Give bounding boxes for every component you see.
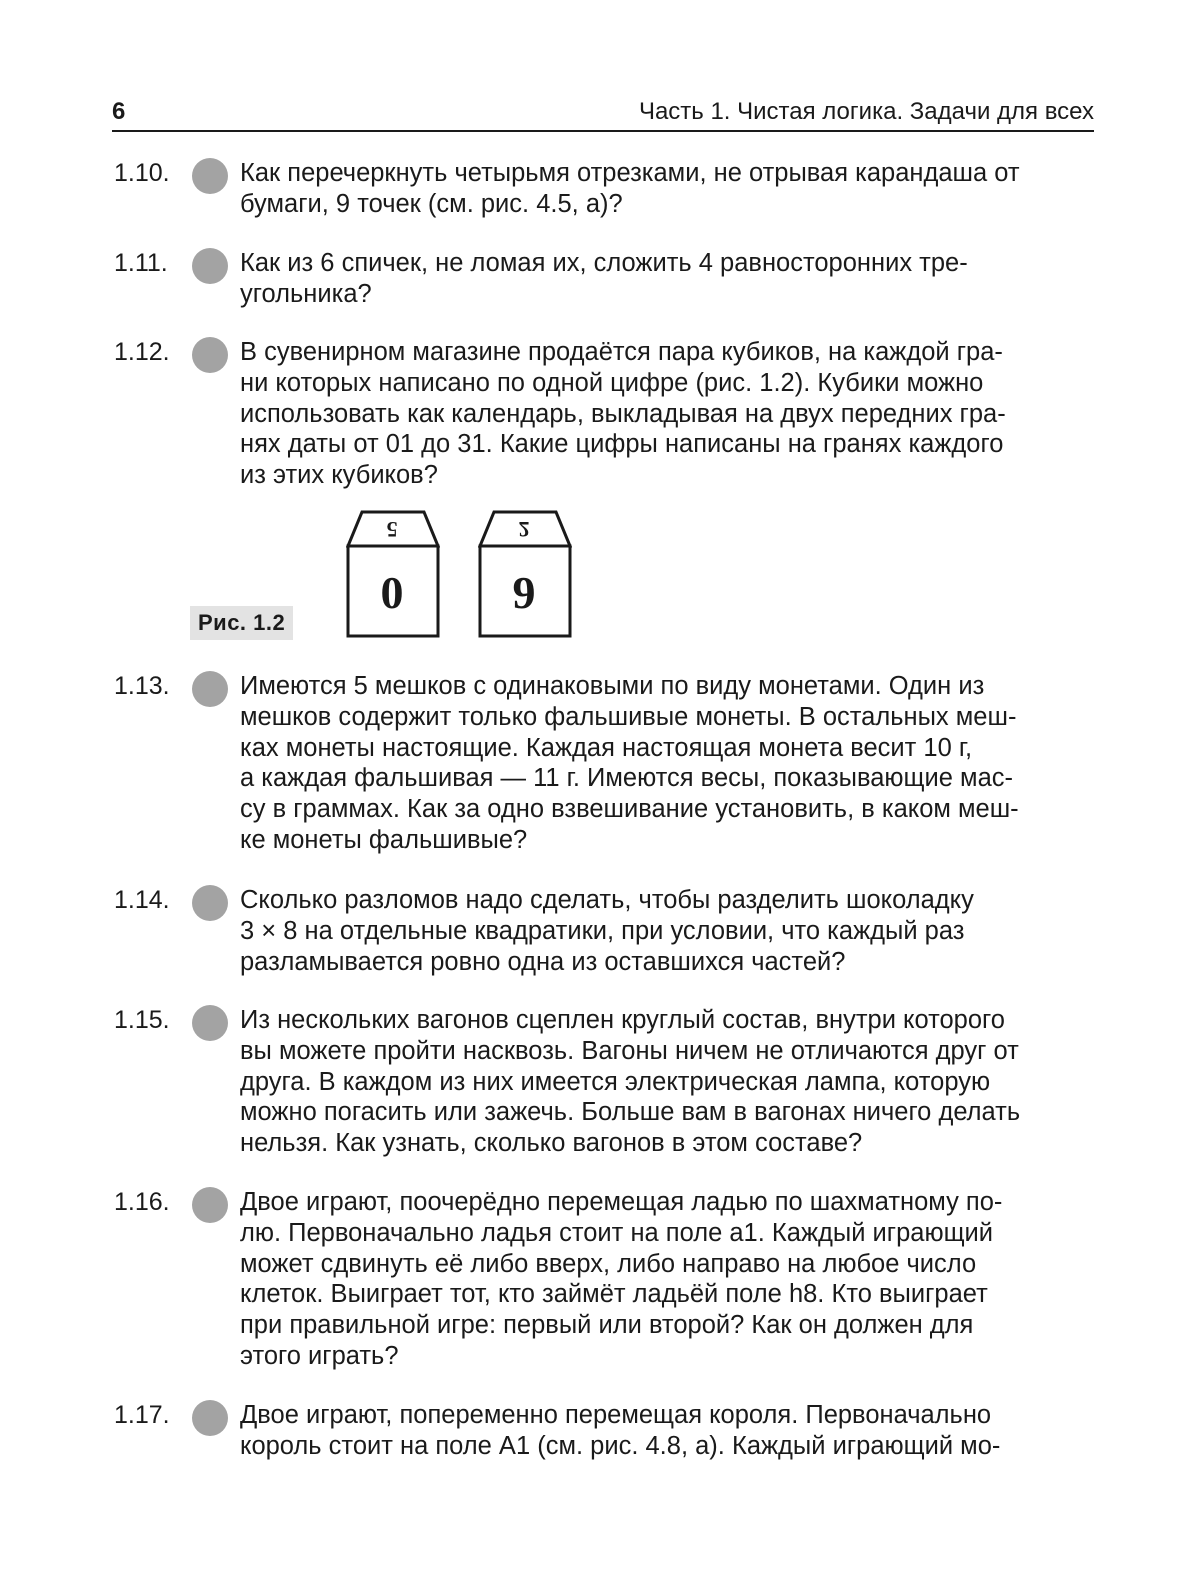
- figure-caption: Рис. 1.2: [190, 606, 293, 640]
- text-line: Как из 6 спичек, не ломая их, сложить 4 равносторонних тре-: [240, 249, 968, 277]
- text-line: ке монеты фальшивые?: [240, 825, 528, 854]
- difficulty-marker-icon: [192, 158, 228, 194]
- text-line: лю. Первоначально ладья стоит на поле a1. Каждый играющий: [240, 1218, 994, 1247]
- problem-number: 1.11.: [114, 249, 168, 277]
- problem-1-16: [112, 1187, 1094, 1372]
- difficulty-marker-icon: [192, 1005, 228, 1041]
- problem-number: 1.17.: [114, 1401, 170, 1429]
- problem-1-10: [112, 158, 1094, 220]
- problem-1-14: [112, 885, 1094, 977]
- problem-text: [240, 248, 1094, 310]
- problem-text: [240, 158, 1094, 220]
- problem-text: [240, 337, 1094, 491]
- text-line: ни которых написано по одной цифре (рис. 1.2). Кубики можно: [240, 368, 984, 397]
- cube-front-digit: 0: [380, 567, 404, 618]
- problem-number: 1.10.: [114, 159, 170, 187]
- difficulty-marker-icon: [192, 248, 228, 284]
- text-line: король стоит на поле A1 (см. рис. 4.8, а). Каждый играющий мо-: [240, 1431, 1001, 1460]
- cube-1: [346, 510, 440, 638]
- problem-text: [240, 1187, 1094, 1372]
- page-number: 6: [112, 98, 126, 125]
- text-line: угольника?: [240, 279, 372, 308]
- text-line: Сколько разломов надо сделать, чтобы разделить шоколадку: [240, 886, 974, 914]
- text-line: бумаги, 9 точек (см. рис. 4.5, а)?: [240, 189, 623, 218]
- text-line: из этих кубиков?: [240, 461, 438, 490]
- problem-number: 1.13.: [114, 672, 170, 700]
- problem-1-11: [112, 248, 1094, 310]
- problem-1-13: [112, 671, 1094, 856]
- cube-top-digit: 2: [518, 517, 530, 542]
- text-line: а каждая фальшивая — 11 г. Имеются весы, показывающие мас-: [240, 764, 1014, 793]
- text-line: Из нескольких вагонов сцеплен круглый состав, внутри которого: [240, 1006, 1005, 1034]
- difficulty-marker-icon: [192, 1400, 228, 1436]
- text-line: нях даты от 01 до 31. Какие цифры написаны на гранях каждого: [240, 430, 1004, 459]
- text-line: Как перечеркнуть четырьмя отрезками, не отрывая карандаша от: [240, 159, 1020, 187]
- text-line: клеток. Выиграет тот, кто займёт ладьёй поле h8. Кто выиграет: [240, 1280, 988, 1309]
- difficulty-marker-icon: [192, 1187, 228, 1223]
- cube-2: [478, 510, 572, 638]
- text-line: можно погасить или зажечь. Больше вам в вагонах ничего делать: [240, 1098, 1021, 1127]
- text-line: ках монеты настоящие. Каждая настоящая монета весит 10 г,: [240, 733, 973, 762]
- difficulty-marker-icon: [192, 885, 228, 921]
- page-header: [112, 96, 1094, 132]
- running-title: Часть 1. Чистая логика. Задачи для всех: [638, 98, 1094, 125]
- problem-number: 1.12.: [114, 338, 170, 366]
- text-line: су в граммах. Как за одно взвешивание установить, в каком меш-: [240, 795, 1019, 824]
- problem-text: [240, 885, 1094, 977]
- difficulty-marker-icon: [192, 671, 228, 707]
- problem-1-17: [112, 1400, 1094, 1462]
- text-line: Двое играют, поочерёдно перемещая ладью по шахматному по-: [240, 1188, 1003, 1216]
- difficulty-marker-icon: [192, 337, 228, 373]
- text-line: Двое играют, попеременно перемещая короля. Первоначально: [240, 1401, 992, 1429]
- text-line: Имеются 5 мешков с одинаковыми по виду монетами. Один из: [240, 672, 985, 700]
- problem-text: [240, 671, 1094, 856]
- text-line: при правильной игре: первый или второй? Как он должен для: [240, 1311, 974, 1340]
- figure-1-2: [190, 510, 590, 640]
- problem-1-12: [112, 337, 1094, 491]
- text-line: вы можете пройти насквозь. Вагоны ничем не отличаются друг от: [240, 1036, 1019, 1065]
- text-line: друга. В каждом из них имеется электрическая лампа, которую: [240, 1067, 991, 1096]
- problem-text: [240, 1005, 1094, 1159]
- problem-number: 1.14.: [114, 886, 170, 914]
- text-line: этого играть?: [240, 1341, 399, 1370]
- text-line: разламывается ровно одна из оставшихся частей?: [240, 947, 846, 976]
- text-line: использовать как календарь, выкладывая на двух передних гра-: [240, 399, 1006, 428]
- text-line: может сдвинуть её либо вверх, либо направо на любое число: [240, 1249, 977, 1278]
- text-line: нельзя. Как узнать, сколько вагонов в этом составе?: [240, 1129, 863, 1158]
- problem-1-15: [112, 1005, 1094, 1159]
- text-line: мешков содержит только фальшивые монеты. В остальных меш-: [240, 702, 1017, 731]
- cube-front-digit: 9: [512, 567, 536, 618]
- cube-top-digit: 5: [386, 517, 398, 542]
- text-line: 3 × 8 на отдельные квадратики, при условии, что каждый раз: [240, 916, 965, 945]
- problem-text: [240, 1400, 1094, 1462]
- problem-number: 1.16.: [114, 1188, 170, 1216]
- problem-number: 1.15.: [114, 1006, 170, 1034]
- text-line: В сувенирном магазине продаётся пара кубиков, на каждой гра-: [240, 338, 1003, 366]
